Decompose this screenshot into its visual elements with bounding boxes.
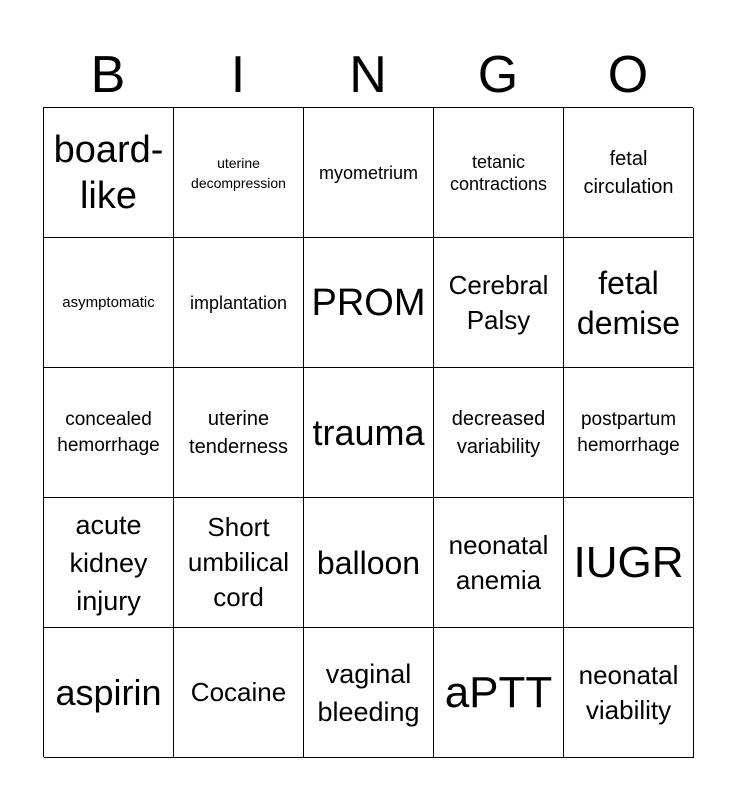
bingo-cell[interactable] [174, 498, 304, 628]
bingo-cell[interactable] [304, 368, 434, 498]
cell-text: fetal demise [576, 264, 681, 341]
cell-text: concealed hemorrhage [57, 408, 160, 456]
cell-text: Short umbilical cord [187, 512, 290, 612]
cell-text: tetanic contractions [449, 151, 548, 194]
bingo-grid [43, 107, 693, 757]
bingo-cell[interactable] [174, 368, 304, 498]
cell-text: aspirin [55, 671, 162, 713]
bingo-cell[interactable] [434, 238, 564, 368]
header-letter-n: N [349, 46, 387, 104]
cell-text: Cerebral Palsy [448, 269, 549, 335]
bingo-cell[interactable] [174, 108, 304, 238]
cell-text: uterine decompression [191, 154, 286, 191]
cell-text: Cocaine [190, 677, 287, 707]
bingo-cell[interactable] [44, 368, 174, 498]
cell-text: myometrium [318, 162, 418, 183]
bingo-cell[interactable] [174, 238, 304, 368]
cell-text: trauma [312, 411, 425, 453]
bingo-cell[interactable] [564, 238, 694, 368]
header-letter-b: B [90, 46, 126, 104]
bingo-cell[interactable] [304, 498, 434, 628]
cell-text: decreased variability [451, 407, 546, 458]
cell-text: aPTT [444, 667, 553, 717]
bingo-cell[interactable] [44, 498, 174, 628]
bingo-cell[interactable] [434, 368, 564, 498]
bingo-cell[interactable] [174, 628, 304, 758]
bingo-cell[interactable] [304, 628, 434, 758]
cell-text: acute kidney injury [69, 509, 148, 616]
bingo-cell[interactable] [564, 498, 694, 628]
bingo-cell[interactable] [564, 628, 694, 758]
bingo-cell[interactable] [304, 108, 434, 238]
cell-text: neonatal viability [578, 659, 679, 725]
bingo-cell[interactable] [44, 238, 174, 368]
header-letter-o: O [607, 46, 649, 104]
cell-text: postpartum hemorrhage [577, 408, 680, 456]
cell-text: uterine tenderness [189, 407, 288, 458]
cell-text: fetal circulation [583, 147, 674, 198]
bingo-cell[interactable] [44, 108, 174, 238]
cell-text: implantation [189, 292, 288, 313]
bingo-cell[interactable] [304, 238, 434, 368]
bingo-cell[interactable] [564, 108, 694, 238]
cell-text: PROM [311, 281, 426, 324]
bingo-cell[interactable] [434, 108, 564, 238]
cell-text: asymptomatic [62, 293, 155, 311]
bingo-cell[interactable] [434, 628, 564, 758]
bingo-cell[interactable] [564, 368, 694, 498]
header-letter-i: I [230, 46, 246, 104]
cell-text: balloon [316, 544, 421, 581]
bingo-cell[interactable] [434, 498, 564, 628]
cell-text: IUGR [573, 537, 684, 587]
bingo-cell[interactable] [44, 628, 174, 758]
header-letter-g: G [477, 46, 519, 104]
cell-text: board-like [53, 128, 164, 217]
bingo-header [43, 42, 693, 108]
cell-text: vaginal bleeding [317, 658, 420, 727]
cell-text: neonatal anemia [448, 529, 549, 595]
